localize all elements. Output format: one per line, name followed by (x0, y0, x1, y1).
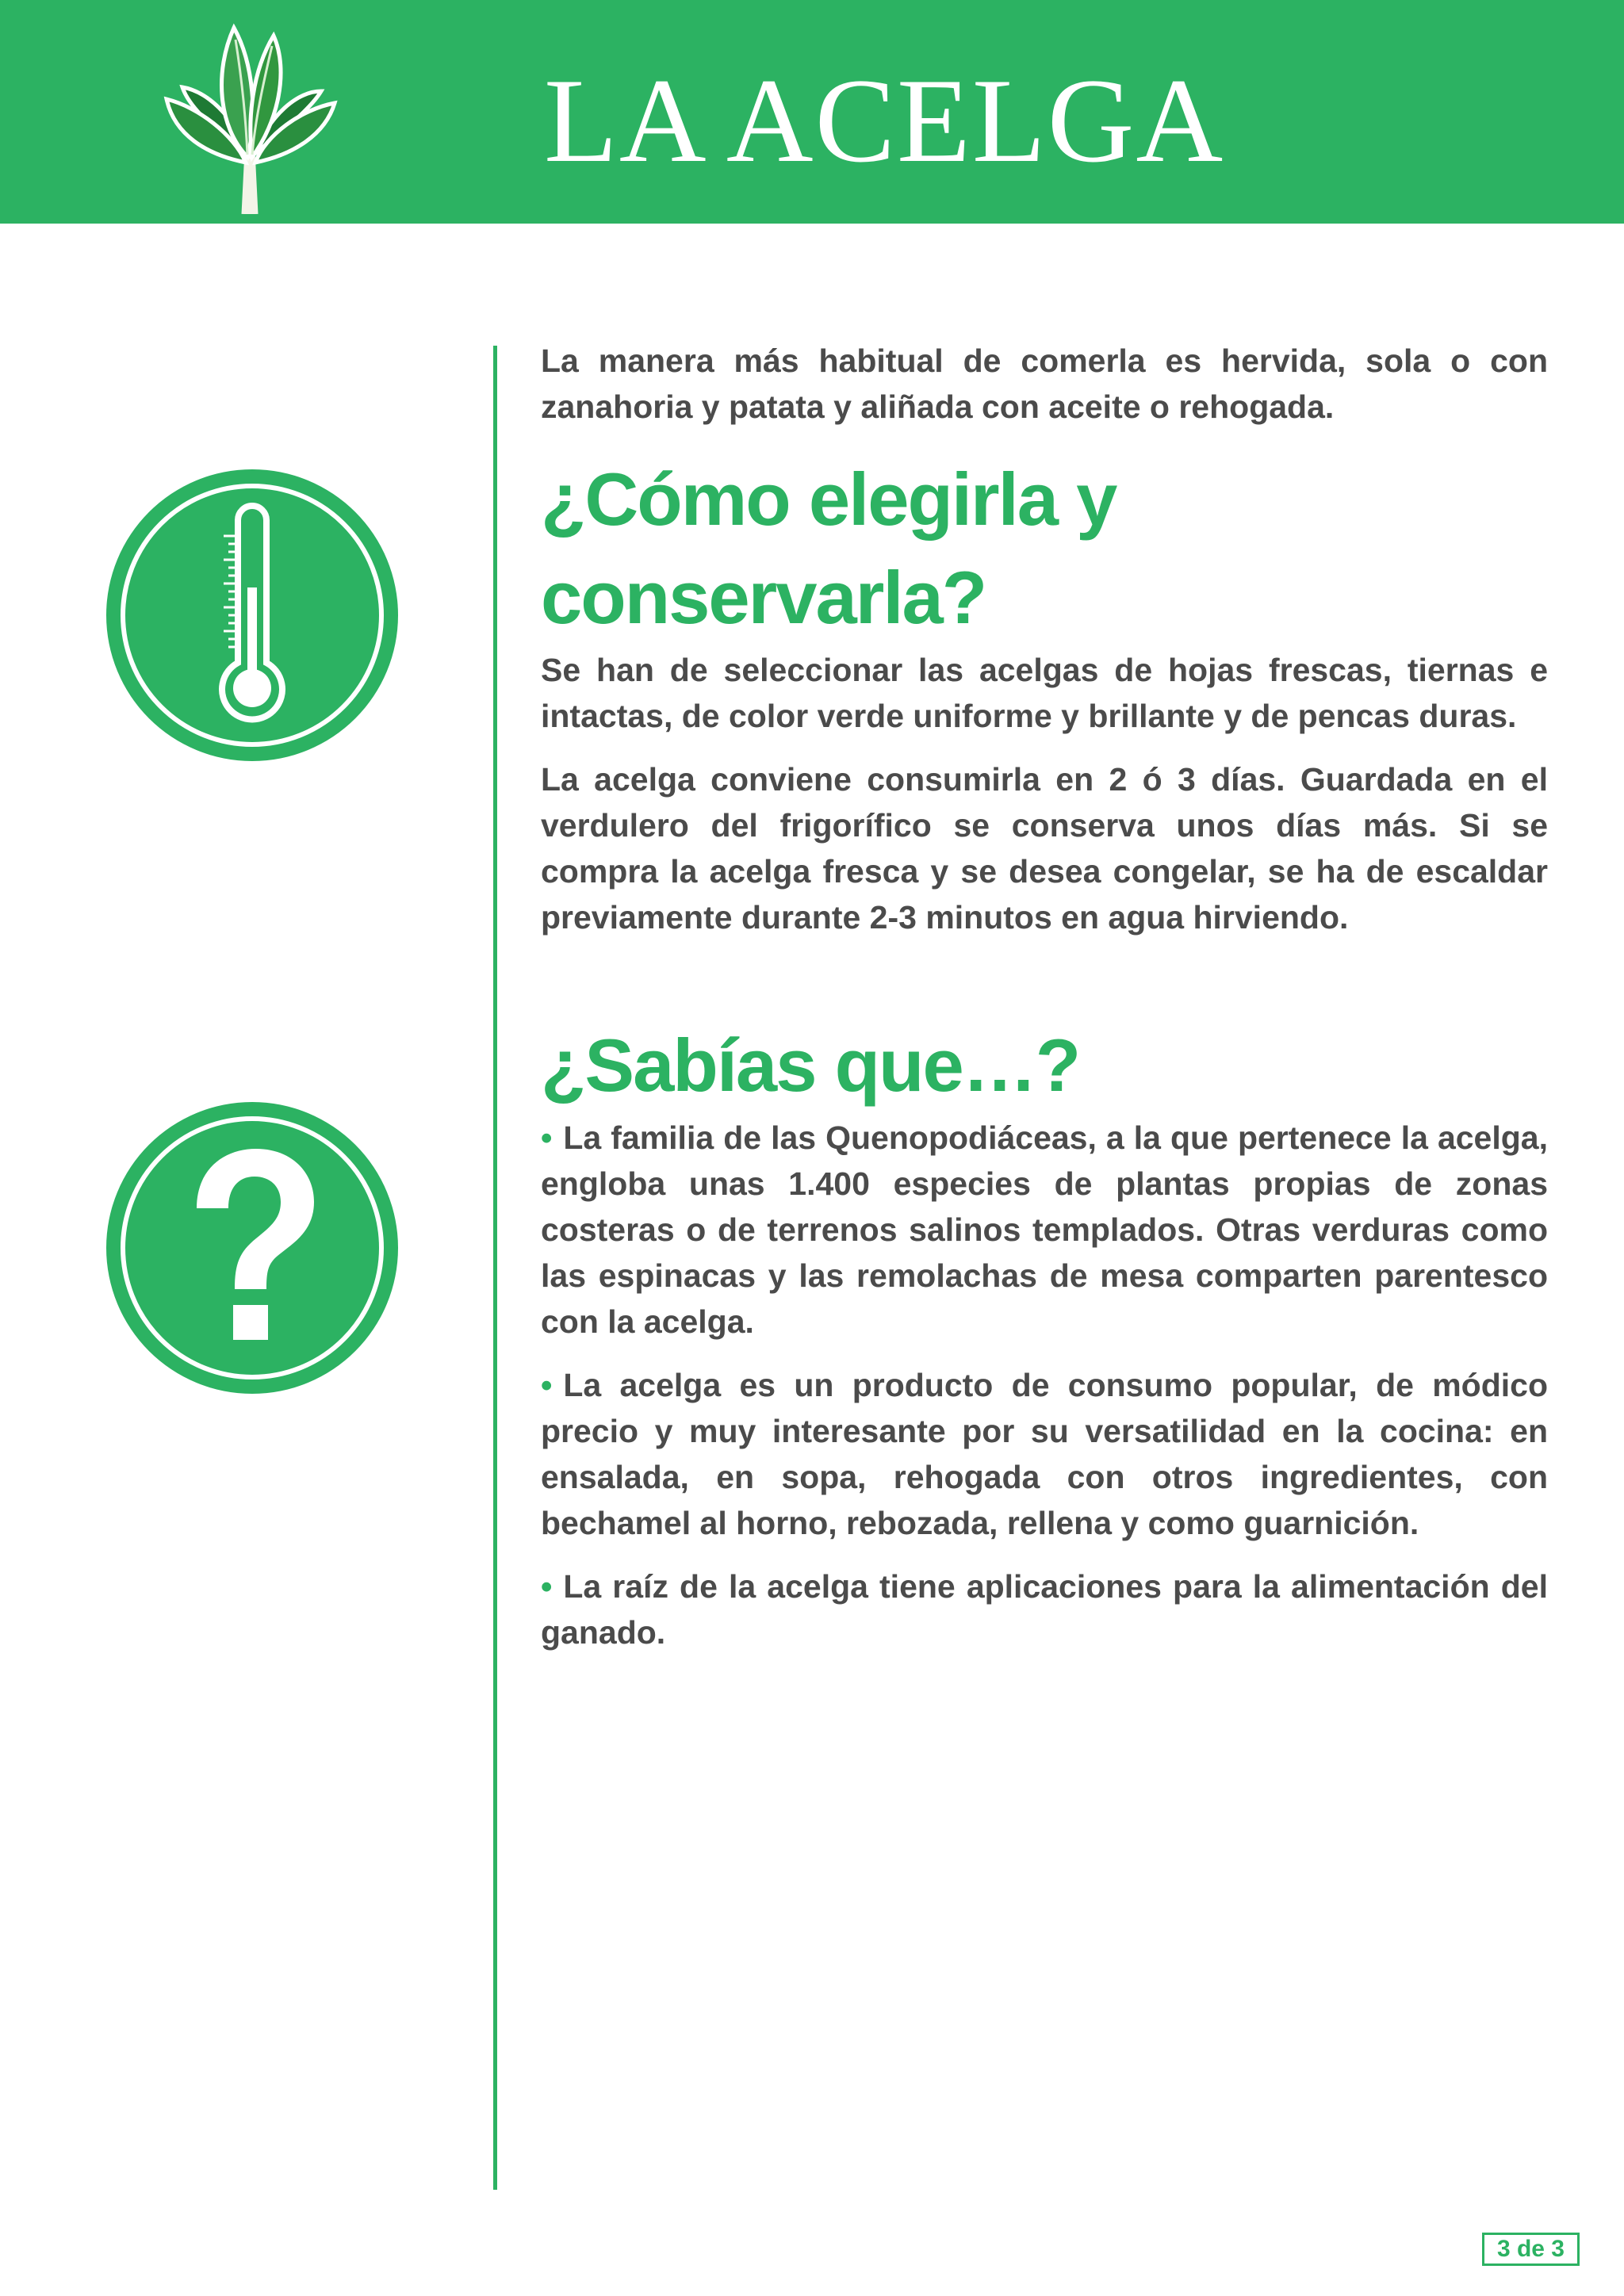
heading-line: conservarla? (541, 556, 986, 639)
page-title: LA ACELGA (544, 54, 1225, 187)
page-header (0, 0, 1624, 224)
fact-bullet (541, 1115, 1548, 1345)
page-number: 3 de 3 (1482, 2233, 1580, 2266)
fact-text: La acelga es un producto de consumo popular, de módico precio y muy interesante por su versatilidad en la cocina: en ensalada, en sopa, rehogada con otros ingredientes, con bechamel al horno, rebozada, rellena y como guarnición. (541, 1367, 1548, 1541)
chard-leaf-icon (159, 16, 341, 214)
section-heading-choose (541, 450, 1548, 647)
fact-text: La raíz de la acelga tiene aplicaciones para la alimentación del ganado. (541, 1568, 1548, 1651)
section-heading-facts: ¿Sabías que…? (541, 1024, 1080, 1107)
bullet-icon: • (541, 1119, 553, 1156)
conserve-paragraph: La acelga conviene consumirla en 2 ó 3 días. Guardada en el verdulero del frigorífico se conserva unos días más. Si se compra la acelga fresca y se desea congelar, se ha de escaldar previamente durante 2-3 minutos en agua hirviendo. (541, 761, 1548, 936)
fact-bullet (541, 1563, 1548, 1655)
fact-bullet (541, 1362, 1548, 1546)
heading-line: ¿Cómo elegirla y (541, 457, 1116, 541)
fact-text: La familia de las Quenopodiáceas, a la que pertenece la acelga, engloba unas 1.400 especies de plantas propias de zonas costeras o de terrenos salinos templados. Otras verduras como las espinacas y las remolachas de mesa comparten parentesco con la acelga. (541, 1119, 1548, 1340)
question-mark-icon (102, 1097, 403, 1399)
choose-paragraph: Se han de seleccionar las acelgas de hojas frescas, tiernas e intactas, de color verde uniforme y brillante y de pencas duras. (541, 652, 1548, 734)
thermometer-icon (102, 465, 403, 766)
bullet-icon: • (541, 1568, 553, 1605)
vertical-divider (493, 346, 497, 2190)
bullet-icon: • (541, 1367, 553, 1403)
intro-paragraph: La manera más habitual de comerla es hervida, sola o con zanahoria y patata y aliñada con aceite o rehogada. (541, 342, 1548, 425)
content-column (541, 338, 1548, 1655)
